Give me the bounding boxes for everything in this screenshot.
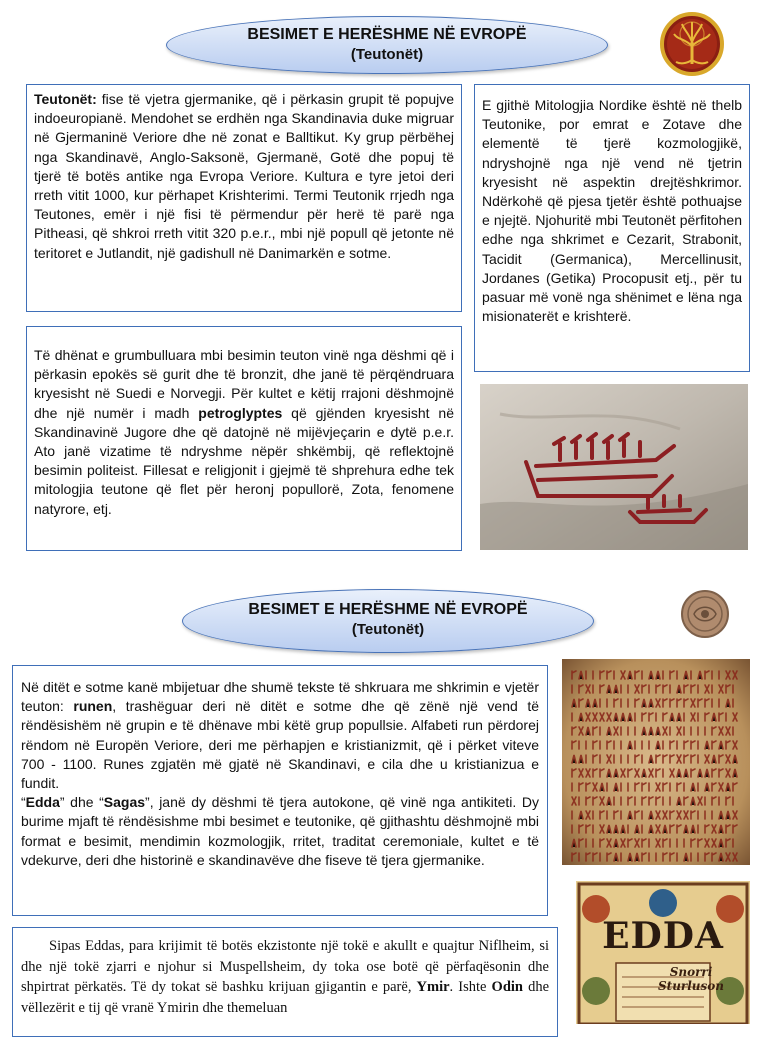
quote-mid: ” dhe “	[59, 794, 104, 811]
quote-open: “	[21, 794, 26, 811]
teutons-definition-text: fise të vjetra gjermanike, që i përkasin grupit të popujve indoeuropianë. Mendohet se erdhën nga Skandinavia duke migruar në Gjermaninë Veriore dhe në zonat e Balltikut. Ky grup përbëhej nga Skandinavë, Anglo-Saksonë, Gjermanë, Gotë dhe popuj të tjerë të botës antike nga Evropa Veriore. Kultura e tyre jetoi deri rreth vitit 1000, kur përhapet Krishterimi. Termi Teutonik rrjedh nga Teutones, emër i një fisi të përmendur për herë të parë nga Pitheasi, që shkroi rreth vitit 320 p.e.r., mbi një popull që jetonte në teritoret e Jutlandit, një gadishull në Danimarkën e sotme.	[34, 91, 454, 261]
runes-text-b: , trashëguar deri në ditët e sotme dhe që zënë një vend të rëndësishëm në grupin e të dhënave mbi këtë grup popullsie. Alfabeti run përdorej rëndom në Europën Veriore, deri me përhapjen e kristianizmit, që i përket viteve 700 - 1100. Runes zgjatën më gjatë në Skandinavi, e cila dhe u kristianizua e fundit.	[21, 698, 540, 792]
term-edda: Edda	[25, 794, 60, 811]
teutons-definition-box	[26, 84, 462, 312]
term-petroglyptes: petroglyptes	[198, 404, 283, 421]
section1-title	[166, 16, 608, 74]
section1-title-line2: (Teutonët)	[350, 46, 424, 63]
creation-text-a: Sipas Eddas, para krijimit të botës ekzistonte një tokë e akullt e quajtur Niflheim, si dhe një tokë zjarri e njohur si Muspellsheim, dy toka ose botë që përfaqësonin dhe shpirtrat përkatës. Të dy tokat së bashku krijuan gjigantin e parë,	[21, 938, 549, 995]
nordic-mythology-box	[474, 84, 750, 372]
petroglyphs-text-a: Të dhënat e grumbulluara mbi besimin teuton vinë nga dëshmi që i përkasin epokës së gurit dhe të bronzit, dhe janë të përqëndruara kryesisht në Suedi e Norvegji. Për kultet e këtij rrajoni dëshmojnë dhe një numër i madh	[34, 347, 454, 421]
creation-text-c: dhe vëllezërit e tij që vranë Ymirin dhe themeluan	[21, 979, 550, 1016]
runes-text-a: Në ditët e sotme kanë mbijetuar dhe shumë tekste të shkruara me shkrimin e vjetër teuton:	[21, 679, 539, 715]
creation-text-b: . Ishte	[449, 979, 492, 995]
edda-poster-title: EDDA	[602, 915, 724, 957]
section2-title	[182, 589, 594, 653]
term-teutonet: Teutonët:	[34, 91, 97, 107]
section2-title-line2: (Teutonët)	[351, 621, 425, 638]
term-runen: runen	[73, 698, 113, 715]
runic-manuscript-image	[562, 659, 750, 865]
section1-title-line1: BESIMET E HERËSHME NË EVROPË	[247, 26, 527, 43]
term-ymir: Ymir	[416, 979, 450, 995]
nordic-mythology-text: E gjithë Mitologjia Nordike është në thelb Teutonike, por emrat e Zotave dhe elementë të tjerë kozmologjikë, ndryshojnë nga një vend në tjetrin kryesisht në aspektin drejtëshkrimor. Ndërkohë që pjesa tjetër është pothuajse e njejtë. Njohuritë mbi Teutonët përfitohen edhe nga shkrimet e Cezarit, Strabonit, Tacidit (Germanica), Mercellinusit, Jordanes (Getika) Procopusit etj., për tu pasuar më vonë nga shënimet e lëna nga misionaterët e krishterë.	[482, 97, 742, 325]
tree-of-life-icon	[660, 12, 724, 76]
runes-text-c: ”, janë dy dëshmi të tjera autokone, që vinë nga antikiteti. Dy burime mjaft të rëndësishme mbi besimet e teutonike, që gjithashtu dëshmojnë mbi format e besimit, mendimin kozmologjik, rritet, traditat ceremoniale, kultet e të vdekurve, deri dhe historinë e skandinavëve dhe fiseve të tjera gjermanike.	[21, 794, 539, 868]
term-odin: Odin	[491, 979, 523, 995]
term-sagas: Sagas	[103, 794, 146, 811]
section2-title-line1: BESIMET E HERËSHME NË EVROPË	[248, 601, 528, 618]
petroglyphs-box	[26, 326, 462, 551]
edda-poster-image	[576, 881, 750, 1024]
runes-edda-sagas-box	[12, 665, 548, 916]
petroglyphs-text-b: që gjënden kryesisht në Skandinavinë Jugore dhe që datojnë në mijëvjeçarin e dytë p.e.r. Ato janë vizatime të ndryshme nëpër shkëmbij, që reflektojnë besimin politeist. Fillesat e religjonit i gjejmë të shprehura edhe tek mitologjia teutone që flet për heronj popullorë, Zota, fenomene natyrore, etj.	[34, 404, 455, 517]
petroglyph-rock-image	[480, 384, 748, 550]
bronze-coin-icon	[680, 589, 730, 639]
creation-myth-box	[12, 927, 558, 1037]
edda-poster-author: Snorri Sturluson	[657, 965, 725, 993]
